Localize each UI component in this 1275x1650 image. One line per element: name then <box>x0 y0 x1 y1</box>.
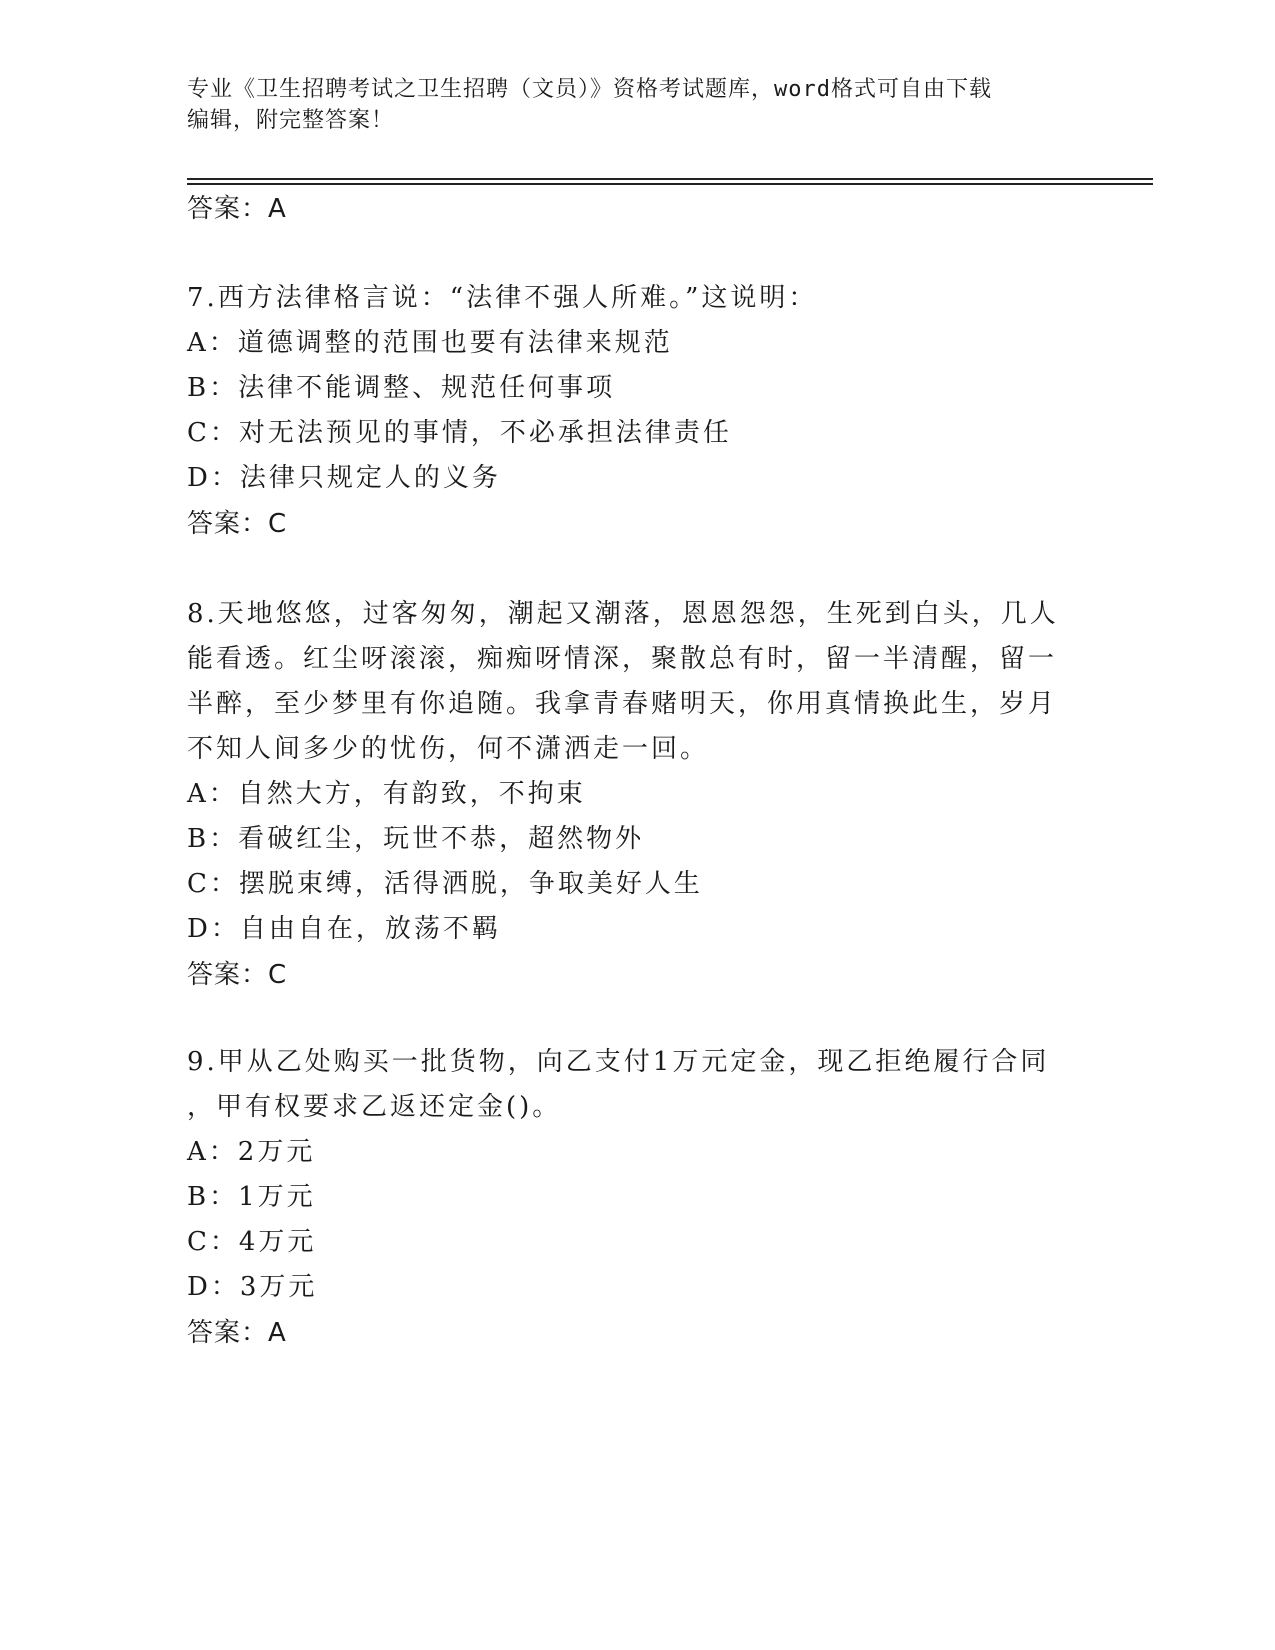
question-text-line-3: 半醉，至少梦里有你追随。我拿青春赌明天，你用真情换此生，岁月 <box>187 689 1058 719</box>
option-d: D：自由自在，放荡不羁 <box>187 914 501 944</box>
option-b: B：看破红尘，玩世不恭，超然物外 <box>187 824 645 854</box>
header-divider-bottom <box>187 183 1153 185</box>
option-a: A：道德调整的范围也要有法律来规范 <box>187 328 673 358</box>
question-9 <box>187 1040 1067 1356</box>
option-b: B：法律不能调整、规范任何事项 <box>187 373 616 403</box>
question-text-line-1: 8.天地悠悠，过客匆匆，潮起又潮落，恩恩怨怨，生死到白头，几人 <box>187 599 1059 629</box>
option-d: D：3万元 <box>187 1272 318 1302</box>
question-text-line-2: ，甲有权要求乙返还定金()。 <box>187 1092 562 1122</box>
question-7 <box>187 276 1067 547</box>
previous-answer-block <box>187 186 1067 232</box>
question-text-line-1: 9.甲从乙处购买一批货物，向乙支付1万元定金，现乙拒绝履行合同 <box>187 1047 1050 1077</box>
question-text: 7.西方法律格言说：“法律不强人所难。”这说明： <box>187 283 818 313</box>
answer-label: 答案：C <box>187 509 288 539</box>
option-a: A：自然大方，有韵致，不拘束 <box>187 779 586 809</box>
option-c: C：对无法预见的事情，不必承担法律责任 <box>187 418 732 448</box>
question-text-line-4: 不知人间多少的忧伤，何不潇洒走一回。 <box>187 734 710 764</box>
header-line-2: 编辑，附完整答案！ <box>187 108 395 133</box>
header-divider-top <box>187 178 1153 180</box>
question-text-line-2: 能看透。红尘呀滚滚，痴痴呀情深，聚散总有时，留一半清醒，留一 <box>187 644 1058 674</box>
option-d: D：法律只规定人的义务 <box>187 463 501 493</box>
option-b: B：1万元 <box>187 1182 316 1212</box>
answer-label: 答案：C <box>187 960 288 990</box>
document-header <box>187 74 1067 136</box>
header-line-1: 专业《卫生招聘考试之卫生招聘（文员）》资格考试题库，word格式可自由下载 <box>187 77 992 102</box>
option-c: C：摆脱束缚，活得洒脱，争取美好人生 <box>187 869 703 899</box>
option-c: C：4万元 <box>187 1227 317 1257</box>
answer-label: 答案：A <box>187 194 287 224</box>
answer-label: 答案：A <box>187 1318 287 1348</box>
question-8 <box>187 592 1067 998</box>
option-a: A：2万元 <box>187 1137 316 1167</box>
